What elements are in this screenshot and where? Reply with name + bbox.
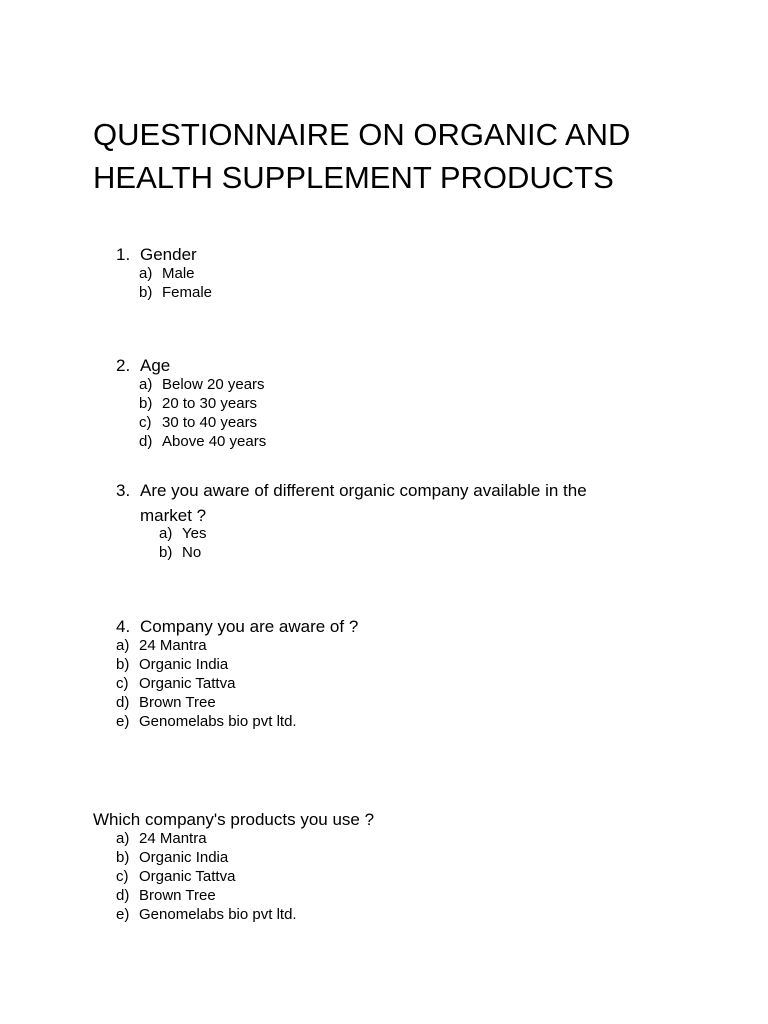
option-letter: c) bbox=[139, 414, 152, 431]
option-letter: a) bbox=[159, 525, 173, 542]
option-organic-tattva bbox=[116, 674, 297, 693]
option-genomelabs bbox=[116, 712, 297, 731]
option-brown-tree bbox=[116, 693, 297, 712]
question-text: Are you aware of different organic company available in the bbox=[140, 481, 587, 500]
option-letter: b) bbox=[139, 284, 153, 301]
option-24-mantra bbox=[116, 829, 297, 848]
option-letter: d) bbox=[139, 433, 153, 450]
option-letter: a) bbox=[116, 637, 130, 654]
option-brown-tree bbox=[116, 886, 297, 905]
question-number: 1. bbox=[116, 245, 131, 264]
option-letter: b) bbox=[116, 656, 130, 673]
question-2-options bbox=[139, 375, 266, 451]
option-male bbox=[139, 264, 212, 283]
option-above-40 bbox=[139, 432, 266, 451]
question-5-options bbox=[116, 829, 297, 924]
option-organic-india bbox=[116, 848, 297, 867]
option-letter: b) bbox=[159, 544, 173, 561]
option-label: Organic Tattva bbox=[139, 868, 236, 885]
option-genomelabs bbox=[116, 905, 297, 924]
option-yes bbox=[159, 524, 206, 543]
question-text: Company you are aware of ? bbox=[140, 617, 359, 636]
option-label: Organic India bbox=[139, 656, 229, 673]
question-text: Which company's products you use ? bbox=[93, 810, 375, 829]
option-letter: c) bbox=[116, 675, 129, 692]
option-letter: b) bbox=[139, 395, 153, 412]
option-letter: e) bbox=[116, 713, 130, 730]
option-organic-tattva bbox=[116, 867, 297, 886]
question-text: Age bbox=[140, 356, 171, 375]
option-label: No bbox=[182, 544, 202, 561]
option-20-30 bbox=[139, 394, 266, 413]
option-organic-india bbox=[116, 655, 297, 674]
question-text-continued: market ? bbox=[140, 506, 207, 525]
option-24-mantra bbox=[116, 636, 297, 655]
option-letter: e) bbox=[116, 906, 130, 923]
option-label: Genomelabs bio pvt ltd. bbox=[139, 906, 297, 923]
page-title bbox=[93, 113, 733, 199]
option-below-20 bbox=[139, 375, 266, 394]
title-line-1: QUESTIONNAIRE ON ORGANIC AND bbox=[93, 117, 631, 152]
option-letter: b) bbox=[116, 849, 130, 866]
question-1-options bbox=[139, 264, 212, 302]
option-no bbox=[159, 543, 206, 562]
question-number: 3. bbox=[116, 481, 131, 500]
question-text: Gender bbox=[140, 245, 197, 264]
option-letter: a) bbox=[116, 830, 130, 847]
option-label: Genomelabs bio pvt ltd. bbox=[139, 713, 297, 730]
option-label: 30 to 40 years bbox=[162, 414, 258, 431]
option-letter: c) bbox=[116, 868, 129, 885]
question-3 bbox=[116, 478, 587, 528]
option-label: Yes bbox=[182, 525, 207, 542]
option-label: Brown Tree bbox=[139, 887, 216, 904]
option-label: Male bbox=[162, 265, 195, 282]
question-4-options bbox=[116, 636, 297, 731]
option-label: 20 to 30 years bbox=[162, 395, 258, 412]
option-letter: d) bbox=[116, 887, 130, 904]
question-number: 2. bbox=[116, 356, 131, 375]
option-letter: a) bbox=[139, 265, 153, 282]
question-number: 4. bbox=[116, 617, 131, 636]
option-letter: a) bbox=[139, 376, 153, 393]
option-label: Organic Tattva bbox=[139, 675, 236, 692]
option-30-40 bbox=[139, 413, 266, 432]
option-letter: d) bbox=[116, 694, 130, 711]
option-label: Above 40 years bbox=[162, 433, 267, 450]
option-female bbox=[139, 283, 212, 302]
option-label: 24 Mantra bbox=[139, 637, 207, 654]
option-label: Organic India bbox=[139, 849, 229, 866]
option-label: 24 Mantra bbox=[139, 830, 207, 847]
option-label: Female bbox=[162, 284, 213, 301]
title-line-2: HEALTH SUPPLEMENT PRODUCTS bbox=[93, 160, 614, 195]
option-label: Below 20 years bbox=[162, 376, 265, 393]
question-3-options bbox=[159, 524, 206, 562]
option-label: Brown Tree bbox=[139, 694, 216, 711]
